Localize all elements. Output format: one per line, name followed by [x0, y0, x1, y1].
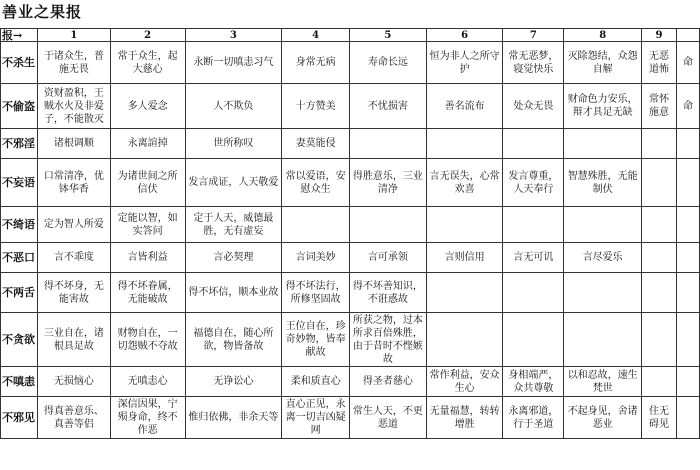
column-header: 1: [38, 29, 111, 42]
table-cell: 灭除怨结，众怨自解: [564, 42, 642, 84]
table-cell: [642, 367, 677, 397]
table-cell: [426, 207, 503, 243]
table-cell: 无恶道怖: [642, 42, 677, 84]
row-label: 不邪淫: [1, 129, 38, 159]
column-header: 7: [503, 29, 564, 42]
table-cell: [676, 243, 699, 273]
table-cell: 深信因果，宁殒身命，终不作恶: [110, 397, 185, 439]
table-cell: 以和忍故，速生梵世: [564, 367, 642, 397]
table-cell: 定能以智，如实答问: [110, 207, 185, 243]
row-label: 不绮语: [1, 207, 38, 243]
table-cell: 十方赞美: [282, 84, 350, 129]
table-cell: [349, 129, 426, 159]
column-header: 8: [564, 29, 642, 42]
table-cell: 发言尊重，人天奉行: [503, 159, 564, 207]
table-cell: [642, 129, 677, 159]
table-cell: 言必契理: [185, 243, 282, 273]
table-cell: 诸根调顺: [38, 129, 111, 159]
page-title: 善业之果报: [2, 3, 83, 21]
table-cell: [349, 207, 426, 243]
table-cell: 直心正见，永离一切吉凶疑网: [282, 397, 350, 439]
table-cell: 常以爱语，安慰众生: [282, 159, 350, 207]
corner-cell: 报→: [1, 29, 38, 42]
table-cell: 言无误失，心常欢喜: [426, 159, 503, 207]
table-cell: 言尽爱乐: [564, 243, 642, 273]
table-cell: [426, 129, 503, 159]
table-cell: 无诤讼心: [185, 367, 282, 397]
table-cell: 得不坏身，无能害故: [38, 273, 111, 313]
table-cell: [503, 129, 564, 159]
karma-table: [0, 28, 700, 439]
table-cell: 言词美妙: [282, 243, 350, 273]
table-cell: [564, 207, 642, 243]
table-cell: 妻莫能侵: [282, 129, 350, 159]
table-cell: 得不坏眷属，无能破故: [110, 273, 185, 313]
row-label: 不贪欲: [1, 313, 38, 367]
table-cell: 常于众生，起大慈心: [110, 42, 185, 84]
table-cell: 王位自在，珍奇妙物，皆奉献故: [282, 313, 350, 367]
table-cell: 得不坏信，顺本业故: [185, 273, 282, 313]
table-cell: 不起身见，舍诸恶业: [564, 397, 642, 439]
table-cell: 得不坏法行，所修坚固故: [282, 273, 350, 313]
table-cell: 身常无病: [282, 42, 350, 84]
table-cell: 智慧殊胜，无能制伏: [564, 159, 642, 207]
table-cell: 命: [676, 42, 699, 84]
row-label: 不嗔恚: [1, 367, 38, 397]
table-cell: 常无恶梦，寝觉快乐: [503, 42, 564, 84]
table-row: [1, 84, 700, 129]
table-cell: [564, 313, 642, 367]
table-cell: 得不坏善知识，不诳惑故: [349, 273, 426, 313]
table-row: [1, 129, 700, 159]
table-cell: 言皆利益: [110, 243, 185, 273]
table-cell: [642, 313, 677, 367]
table-cell: [642, 273, 677, 313]
column-header: [676, 29, 699, 42]
table-cell: 言可承领: [349, 243, 426, 273]
table-cell: 财物自在，一切怨贼不夺故: [110, 313, 185, 367]
column-header: 4: [282, 29, 350, 42]
row-label: 不妄语: [1, 159, 38, 207]
header-row: [1, 29, 700, 42]
table-cell: 财命色力安乐，辩才具足无缺: [564, 84, 642, 129]
column-header: 9: [642, 29, 677, 42]
table-cell: 无损恼心: [38, 367, 111, 397]
table-cell: 惟归依佛，非余天等: [185, 397, 282, 439]
table-cell: 身相端严，众共尊敬: [503, 367, 564, 397]
table-cell: [676, 159, 699, 207]
table-cell: 无量福慧，转转增胜: [426, 397, 503, 439]
table-cell: 永离邪道，行于圣道: [503, 397, 564, 439]
table-cell: 恒为非人之所守护: [426, 42, 503, 84]
table-cell: 世所称叹: [185, 129, 282, 159]
table-cell: 无嗔恚心: [110, 367, 185, 397]
row-label: 不杀生: [1, 42, 38, 84]
table-cell: 定为智人所爱: [38, 207, 111, 243]
table-row: [1, 42, 700, 84]
table-cell: 于诸众生，普施无畏: [38, 42, 111, 84]
table-cell: 定于人天，威德最胜，无有虚妄: [185, 207, 282, 243]
table-cell: 柔和质直心: [282, 367, 350, 397]
table-cell: [676, 207, 699, 243]
table-cell: [676, 313, 699, 367]
table-cell: 处众无畏: [503, 84, 564, 129]
table-cell: 福德自在，随心所欲，物皆备故: [185, 313, 282, 367]
table-row: [1, 207, 700, 243]
row-label: 不两舌: [1, 273, 38, 313]
table-row: [1, 313, 700, 367]
table-cell: [676, 397, 699, 439]
table-cell: 言则信用: [426, 243, 503, 273]
row-label: 不邪见: [1, 397, 38, 439]
table-row: [1, 159, 700, 207]
column-header: 2: [110, 29, 185, 42]
column-header: 5: [349, 29, 426, 42]
table-cell: 所获之物，过本所求百倍殊胜，由于昔时不悭嫉故: [349, 313, 426, 367]
table-cell: 为诸世间之所信伏: [110, 159, 185, 207]
table-cell: 善名流布: [426, 84, 503, 129]
table-cell: 永断一切嗔恚习气: [185, 42, 282, 84]
table-cell: 寿命长远: [349, 42, 426, 84]
table-cell: 口常清净，优钵华香: [38, 159, 111, 207]
table-cell: [676, 367, 699, 397]
table-cell: 不忧损害: [349, 84, 426, 129]
table-cell: 得圣者慈心: [349, 367, 426, 397]
table-cell: 言无可讥: [503, 243, 564, 273]
table-cell: [503, 207, 564, 243]
row-label: 不恶口: [1, 243, 38, 273]
row-label: 不偷盗: [1, 84, 38, 129]
table-cell: 永离諠掉: [110, 129, 185, 159]
table-cell: [426, 273, 503, 313]
table-cell: 发言成证，人天敬爱: [185, 159, 282, 207]
table-row: [1, 243, 700, 273]
table-cell: 三业自在，诸根具足故: [38, 313, 111, 367]
table-row: [1, 397, 700, 439]
table-cell: 言不乖度: [38, 243, 111, 273]
table-cell: [642, 207, 677, 243]
table-cell: [642, 159, 677, 207]
table-cell: 多人爱念: [110, 84, 185, 129]
table-cell: [282, 207, 350, 243]
table-cell: [642, 243, 677, 273]
table-cell: 常怀施意: [642, 84, 677, 129]
table-cell: [426, 313, 503, 367]
table-row: [1, 367, 700, 397]
table-cell: 人不欺负: [185, 84, 282, 129]
table-cell: [503, 273, 564, 313]
table-cell: 命: [676, 84, 699, 129]
column-header: 3: [185, 29, 282, 42]
table-cell: 住无碍见: [642, 397, 677, 439]
table-cell: 得真善意乐、真善等侣: [38, 397, 111, 439]
table-cell: 常生人天，不更恶道: [349, 397, 426, 439]
table-cell: [564, 129, 642, 159]
table-cell: [676, 129, 699, 159]
table-cell: 资财盈积，王贼水火及非爱子，不能散灭: [38, 84, 111, 129]
column-header: 6: [426, 29, 503, 42]
table-cell: [503, 313, 564, 367]
table-cell: 常作利益，安众生心: [426, 367, 503, 397]
table-row: [1, 273, 700, 313]
table-cell: 得胜意乐，三业清净: [349, 159, 426, 207]
table-cell: [676, 273, 699, 313]
table-cell: [564, 273, 642, 313]
